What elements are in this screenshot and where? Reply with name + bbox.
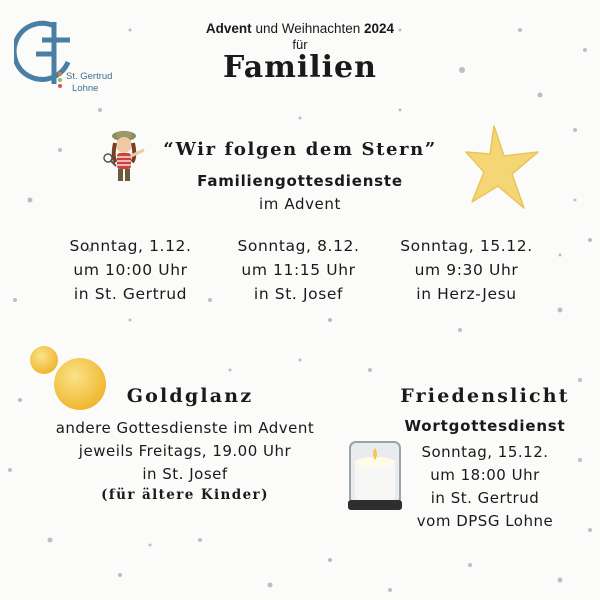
goldglanz-line: in St. Josef bbox=[142, 465, 228, 483]
date-day: Sonntag, 15.12. bbox=[400, 237, 533, 255]
date-column-2 bbox=[216, 234, 381, 306]
date-time: um 9:30 Uhr bbox=[414, 261, 519, 279]
gold-bubbles-icon bbox=[28, 342, 108, 414]
date-time: um 11:15 Uhr bbox=[241, 261, 356, 279]
friedenslicht-line: um 18:00 Uhr bbox=[430, 466, 540, 484]
date-place: in St. Gertrud bbox=[73, 285, 188, 303]
goldglanz-line: andere Gottesdienste im Advent bbox=[55, 419, 315, 437]
date-column-1 bbox=[48, 234, 213, 306]
goldglanz-note: (für ältere Kinder) bbox=[101, 487, 269, 503]
date-time: um 10:00 Uhr bbox=[73, 261, 188, 279]
family-services-subtitle: im Advent bbox=[259, 195, 341, 213]
logo-line1: St. Gertrud bbox=[66, 71, 113, 82]
motto: “Wir folgen dem Stern” bbox=[163, 139, 437, 160]
friedenslicht-title: Friedenslicht bbox=[400, 385, 570, 407]
friedenslicht-details bbox=[395, 441, 575, 533]
friedenslicht-subtitle: Wortgottesdienst bbox=[404, 417, 566, 435]
family-services-title: Familiengottesdienste bbox=[197, 172, 403, 190]
date-place: in St. Josef bbox=[253, 285, 344, 303]
date-day: Sonntag, 1.12. bbox=[69, 237, 192, 255]
parish-logo bbox=[14, 14, 124, 94]
star-icon bbox=[464, 122, 542, 214]
logo-line2: Lohne bbox=[72, 83, 99, 94]
header-line2: für bbox=[292, 37, 308, 52]
friedenslicht-line: vom DPSG Lohne bbox=[416, 512, 554, 530]
header-line1: Advent und Weihnachten 2024 bbox=[205, 21, 395, 36]
friedenslicht-line: in St. Gertrud bbox=[430, 489, 540, 507]
page-title: Familien bbox=[223, 50, 377, 85]
goldglanz-title: Goldglanz bbox=[126, 385, 254, 407]
date-place: in Herz-Jesu bbox=[416, 285, 517, 303]
goldglanz-line: jeweils Freitags, 19.00 Uhr bbox=[78, 442, 292, 460]
goldglanz-details bbox=[20, 417, 350, 486]
date-column-3 bbox=[384, 234, 549, 306]
logo-cross-icon bbox=[14, 14, 84, 94]
date-day: Sonntag, 8.12. bbox=[237, 237, 360, 255]
friedenslicht-line: Sonntag, 15.12. bbox=[421, 443, 549, 461]
